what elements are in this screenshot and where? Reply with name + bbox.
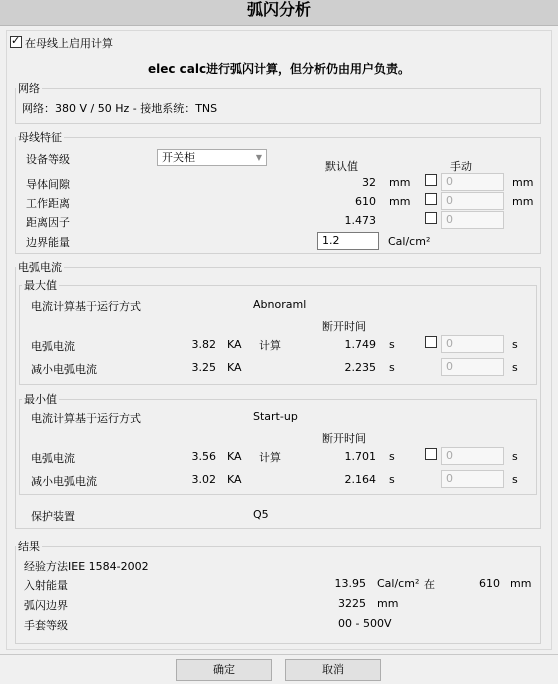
protection-device-label: 保护装置 <box>31 510 75 523</box>
glove-class-value: 00 - 500V <box>338 617 392 630</box>
min-reduced-trip-time-unit: s <box>389 473 395 486</box>
min-arc-current-label: 电弧电流 <box>31 452 75 465</box>
bus-group-title: 母线特征 <box>18 131 62 144</box>
arc-flash-boundary-value: 3225 <box>338 597 366 610</box>
network-group-title: 网络 <box>18 82 40 95</box>
max-arc-trip-time: 1.749 <box>344 338 376 351</box>
network-text: 网络：380 V / 50 Hz - 接地系统：TNS <box>22 102 218 115</box>
min-trip-time-header: 断开时间 <box>322 432 366 445</box>
min-arc-manual-checkbox[interactable] <box>425 448 437 460</box>
working-distance-manual-unit: mm <box>512 195 534 208</box>
distance-factor-manual-checkbox[interactable] <box>425 212 437 224</box>
incident-energy-value: 13.95 <box>334 577 366 590</box>
min-group-title: 最小值 <box>24 393 57 406</box>
max-basis-label: 电流计算基于运行方式 <box>31 300 141 313</box>
min-reduced-current-unit: KA <box>227 473 242 486</box>
title-bar <box>0 0 558 26</box>
chevron-down-icon: ▼ <box>255 153 262 162</box>
min-calc-label: 计算 <box>259 451 281 464</box>
arc-flash-boundary-label: 弧闪边界 <box>24 599 68 612</box>
incident-energy-unit: Cal/cm² <box>377 577 420 590</box>
incident-energy-label: 入射能量 <box>24 579 68 592</box>
min-reduced-manual-input[interactable]: 0 <box>441 470 504 488</box>
distance-factor-default: 1.473 <box>344 214 376 227</box>
max-calc-label: 计算 <box>259 339 281 352</box>
min-basis-label: 电流计算基于运行方式 <box>31 412 141 425</box>
min-reduced-manual-unit: s <box>512 473 518 486</box>
conductor-gap-default: 32 <box>362 176 376 189</box>
conductor-gap-unit: mm <box>389 176 411 189</box>
equipment-class-label: 设备等级 <box>26 153 70 166</box>
max-reduced-current-unit: KA <box>227 361 242 374</box>
max-reduced-manual-unit: s <box>512 361 518 374</box>
disclaimer-text: elec calc进行弧闪计算，但分析仍由用户负责。 <box>147 62 411 76</box>
max-reduced-trip-time-unit: s <box>389 361 395 374</box>
incident-at-unit: mm <box>510 577 532 590</box>
arc-current-group-title: 电弧电流 <box>18 261 62 274</box>
max-reduced-current-label: 减小电弧电流 <box>31 363 97 376</box>
max-trip-time-header: 断开时间 <box>322 320 366 333</box>
min-arc-current-unit: KA <box>227 450 242 463</box>
manual-header: 手动 <box>450 160 472 173</box>
max-arc-trip-time-unit: s <box>389 338 395 351</box>
min-arc-manual-input[interactable]: 0 <box>441 447 504 465</box>
footer-divider <box>0 654 558 655</box>
min-reduced-current-value: 3.02 <box>191 473 216 486</box>
max-reduced-trip-time: 2.235 <box>344 361 376 374</box>
incident-at-value: 610 <box>479 577 500 590</box>
max-group-title: 最大值 <box>24 279 57 292</box>
arc-flash-boundary-unit: mm <box>377 597 399 610</box>
min-reduced-trip-time: 2.164 <box>344 473 376 486</box>
max-basis-value: Abnoraml <box>253 298 307 311</box>
min-basis-value: Start-up <box>253 410 298 423</box>
results-group-title: 结果 <box>18 540 40 553</box>
distance-factor-label: 距离因子 <box>26 216 70 229</box>
max-reduced-manual-input[interactable]: 0 <box>441 358 504 376</box>
results-method: 经验方法IEE 1584-2002 <box>24 560 149 573</box>
distance-factor-manual-input[interactable]: 0 <box>441 211 504 229</box>
max-arc-current-value: 3.82 <box>191 338 216 351</box>
protection-device-value: Q5 <box>253 508 269 521</box>
default-header: 默认值 <box>325 160 358 173</box>
working-distance-manual-input[interactable]: 0 <box>441 192 504 210</box>
conductor-gap-manual-input[interactable]: 0 <box>441 173 504 191</box>
max-arc-manual-input[interactable]: 0 <box>441 335 504 353</box>
window-title: 弧闪分析 <box>246 0 311 19</box>
max-arc-current-label: 电弧电流 <box>31 340 75 353</box>
conductor-gap-manual-checkbox[interactable] <box>425 174 437 186</box>
max-reduced-current-value: 3.25 <box>191 361 216 374</box>
enable-on-bus-label: 在母线上启用计算 <box>25 37 113 50</box>
conductor-gap-label: 导体间隙 <box>26 178 70 191</box>
equipment-class-select[interactable] <box>157 149 267 166</box>
equipment-class-value: 开关柜 <box>162 151 195 164</box>
min-arc-trip-time: 1.701 <box>344 450 376 463</box>
min-arc-current-value: 3.56 <box>191 450 216 463</box>
working-distance-default: 610 <box>355 195 376 208</box>
working-distance-manual-checkbox[interactable] <box>425 193 437 205</box>
min-reduced-current-label: 减小电弧电流 <box>31 475 97 488</box>
working-distance-label: 工作距离 <box>26 197 70 210</box>
conductor-gap-manual-unit: mm <box>512 176 534 189</box>
enable-on-bus-checkbox[interactable] <box>10 36 22 48</box>
working-distance-unit: mm <box>389 195 411 208</box>
boundary-energy-input[interactable]: 1.2 <box>317 232 379 250</box>
ok-button[interactable]: 确定 <box>176 659 272 681</box>
cancel-button[interactable]: 取消 <box>285 659 381 681</box>
max-arc-manual-checkbox[interactable] <box>425 336 437 348</box>
max-arc-manual-unit: s <box>512 338 518 351</box>
boundary-energy-unit: Cal/cm² <box>388 235 431 248</box>
glove-class-label: 手套等级 <box>24 619 68 632</box>
min-arc-trip-time-unit: s <box>389 450 395 463</box>
max-arc-current-unit: KA <box>227 338 242 351</box>
incident-at-label: 在 <box>424 578 435 591</box>
boundary-energy-label: 边界能量 <box>26 236 70 249</box>
min-arc-manual-unit: s <box>512 450 518 463</box>
